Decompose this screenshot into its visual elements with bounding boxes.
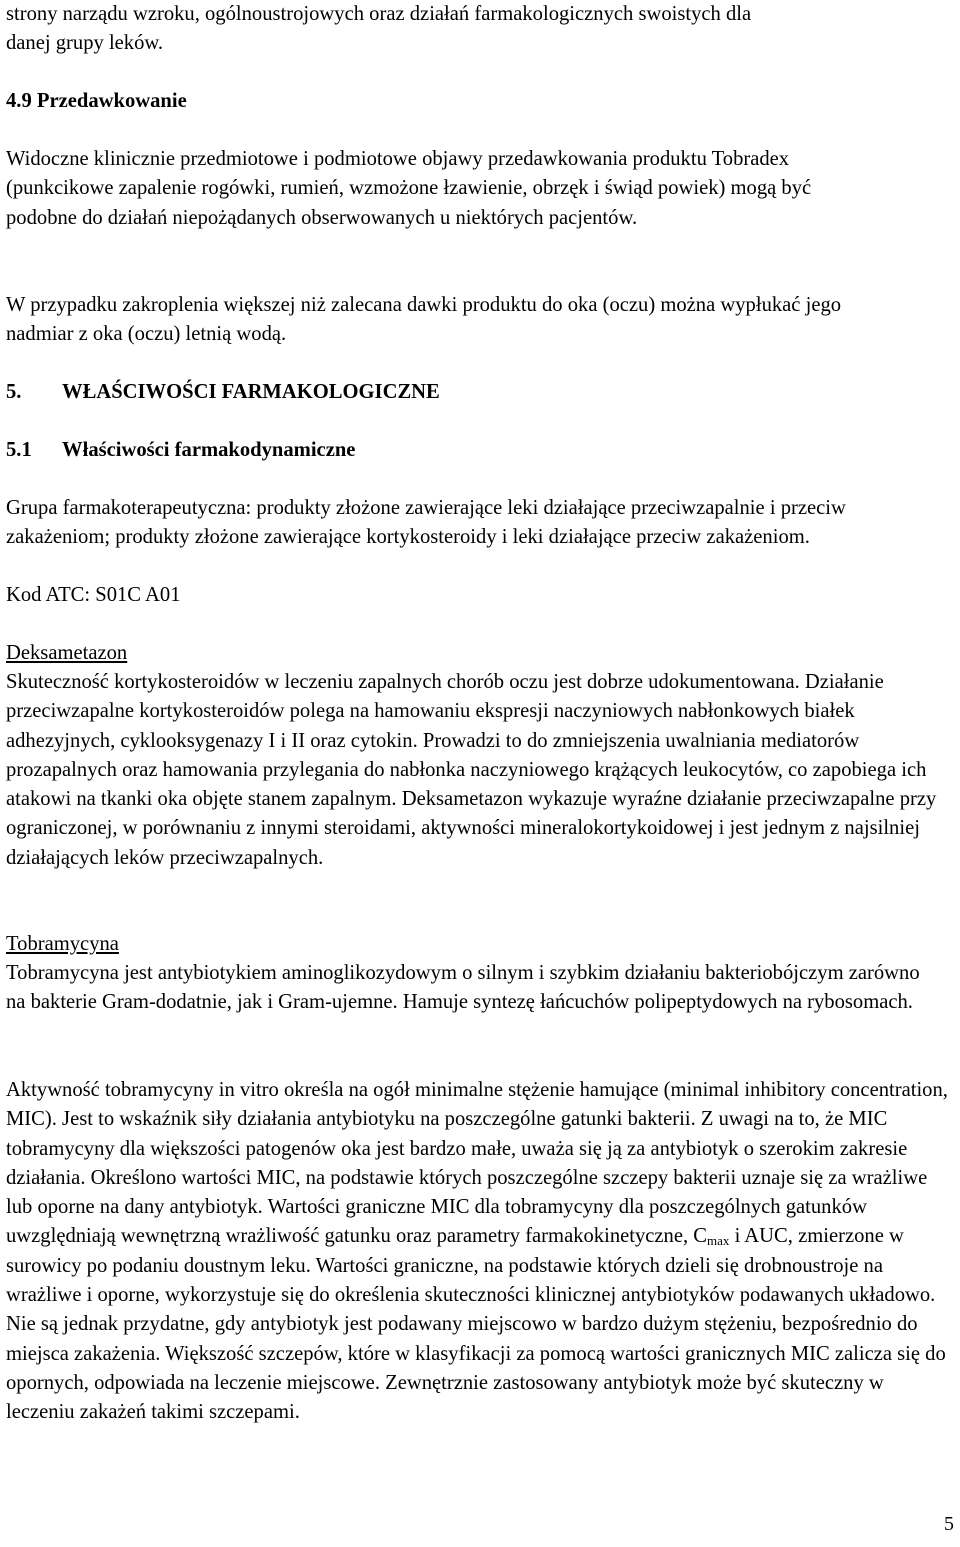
tobramycin-paragraph-2-part-b: i AUC, zmierzone w surowicy po podaniu doustnym leku. Wartości graniczne, na podstawie których dzieli się drobnoustroje na wrażliwe i oporne, wykorzystuje się do określenia skuteczności klinicznej antybiotyków podawanych układowo. Nie są jednak przydatne, gdy antybiotyk jest podawany miejscowo w bardzo dużym stężeniu, bezpośrednio do miejsca zakażenia. Większość szczepów, które w klasyfikacji za pomocą wartości granicznych MIC zalicza się do opornych, odpowiada na leczenie miejscowe. Zewnętrznie zastosowany antybiotyk może być skuteczny w leczeniu zakażeń takimi szczepami. xyxy=(6,1225,946,1424)
cmax-subscript: max xyxy=(707,1233,730,1249)
dexamethasone-paragraph: Skuteczność kortykosteroidów w leczeniu zapalnych chorób oczu jest dobrze udokumentowana. Działanie przeciwzapalne kortykosteroidów polega na hamowaniu ekspresji naczyniowych nabłonkowych białek adhezyjnych, cyklooksygenazy I i II oraz cytokin. Prowadzi to do zmniejszenia uwalniania mediatorów prozapalnych oraz hamowania przylegania do nabłonka naczyniowego krążących leukocytów, co zapobiega ich atakowi na tkanki oka objęte stanem zapalnym. Deksametazon wykazuje wyraźne działanie przeciwzapalne przy ograniczonej, w porównaniu z innymi steroidami, aktywności mineralokortykoidowej i jest jednym z najsilniej działających leków przeciwzapalnych. xyxy=(6,671,937,869)
pharmacotherapeutic-group: Grupa farmakoterapeutyczna: produkty złożone zawierające leki działające przeciwzapalnie i przeciw zakażeniom; produkty złożone zawierające kortykosteroidy i leki działające przeciw zakażeniom. xyxy=(6,497,846,549)
tobramycin-paragraph-2-part-a: Aktywność tobramycyny in vitro określa na ogół minimalne stężenie hamujące (minimal inhibitory concentration, MIC). Jest to wskaźnik siły działania antybiotyku na poszczególne gatunki bakterii. Z uwagi na to, że MIC tobramycyny dla większości patogenów oka jest bardzo małe, uważa się ją za antybiotyk o szerokim zakresie działania. Określono wartości MIC, na podstawie których poszczególne szczepy bakterii uznaje się za wrażliwe lub oporne na dany antybiotyk. Wartości graniczne MIC dla tobramycyny dla poszczególnych gatunków uwzględniają wewnętrzną wrażliwość gatunku oraz parametry farmakokinetyczne, C xyxy=(6,1079,948,1248)
tobramycin-title: Tobramycyna xyxy=(6,933,119,955)
intro-line-1: strony narządu wzroku, ogólnoustrojowych oraz działań farmakologicznych swoistych dla xyxy=(6,3,752,25)
section-4-9-heading: 4.9 Przedawkowanie xyxy=(6,90,187,112)
atc-code: Kod ATC: S01C A01 xyxy=(6,584,181,606)
section-5-1-title: Właściwości farmakodynamiczne xyxy=(62,439,356,461)
section-5-1-heading xyxy=(6,436,355,465)
section-5-title: WŁAŚCIWOŚCI FARMAKOLOGICZNE xyxy=(62,381,440,403)
tobramycin-paragraph-2 xyxy=(6,1076,950,1428)
overdose-paragraph-2: W przypadku zakroplenia większej niż zalecana dawki produktu do oka (oczu) można wypłukać jego nadmiar z oka (oczu) letnią wodą. xyxy=(6,294,842,346)
intro-line-2: danej grupy leków. xyxy=(6,32,164,54)
section-5-heading xyxy=(6,378,440,407)
overdose-paragraph-1: Widoczne klinicznie przedmiotowe i podmiotowe objawy przedawkowania produktu Tobradex (punkcikowe zapalenie rogówki, rumień, wzmożone łzawienie, obrzęk i świąd powiek) mogą być podobne do działań niepożądanych obserwowanych u niektórych pacjentów. xyxy=(6,148,812,229)
dexamethasone-title: Deksametazon xyxy=(6,642,128,664)
section-5-1-number: 5.1 xyxy=(6,439,32,461)
page-number: 5 xyxy=(944,1513,954,1535)
tobramycin-paragraph-1: Tobramycyna jest antybiotykiem aminoglikozydowym o silnym i szybkim działaniu bakteriobójczym zarówno na bakterie Gram-dodatnie, jak i Gram-ujemne. Hamuje syntezę łańcuchów polipeptydowych na rybosomach. xyxy=(6,962,920,1014)
section-5-number: 5. xyxy=(6,381,22,403)
